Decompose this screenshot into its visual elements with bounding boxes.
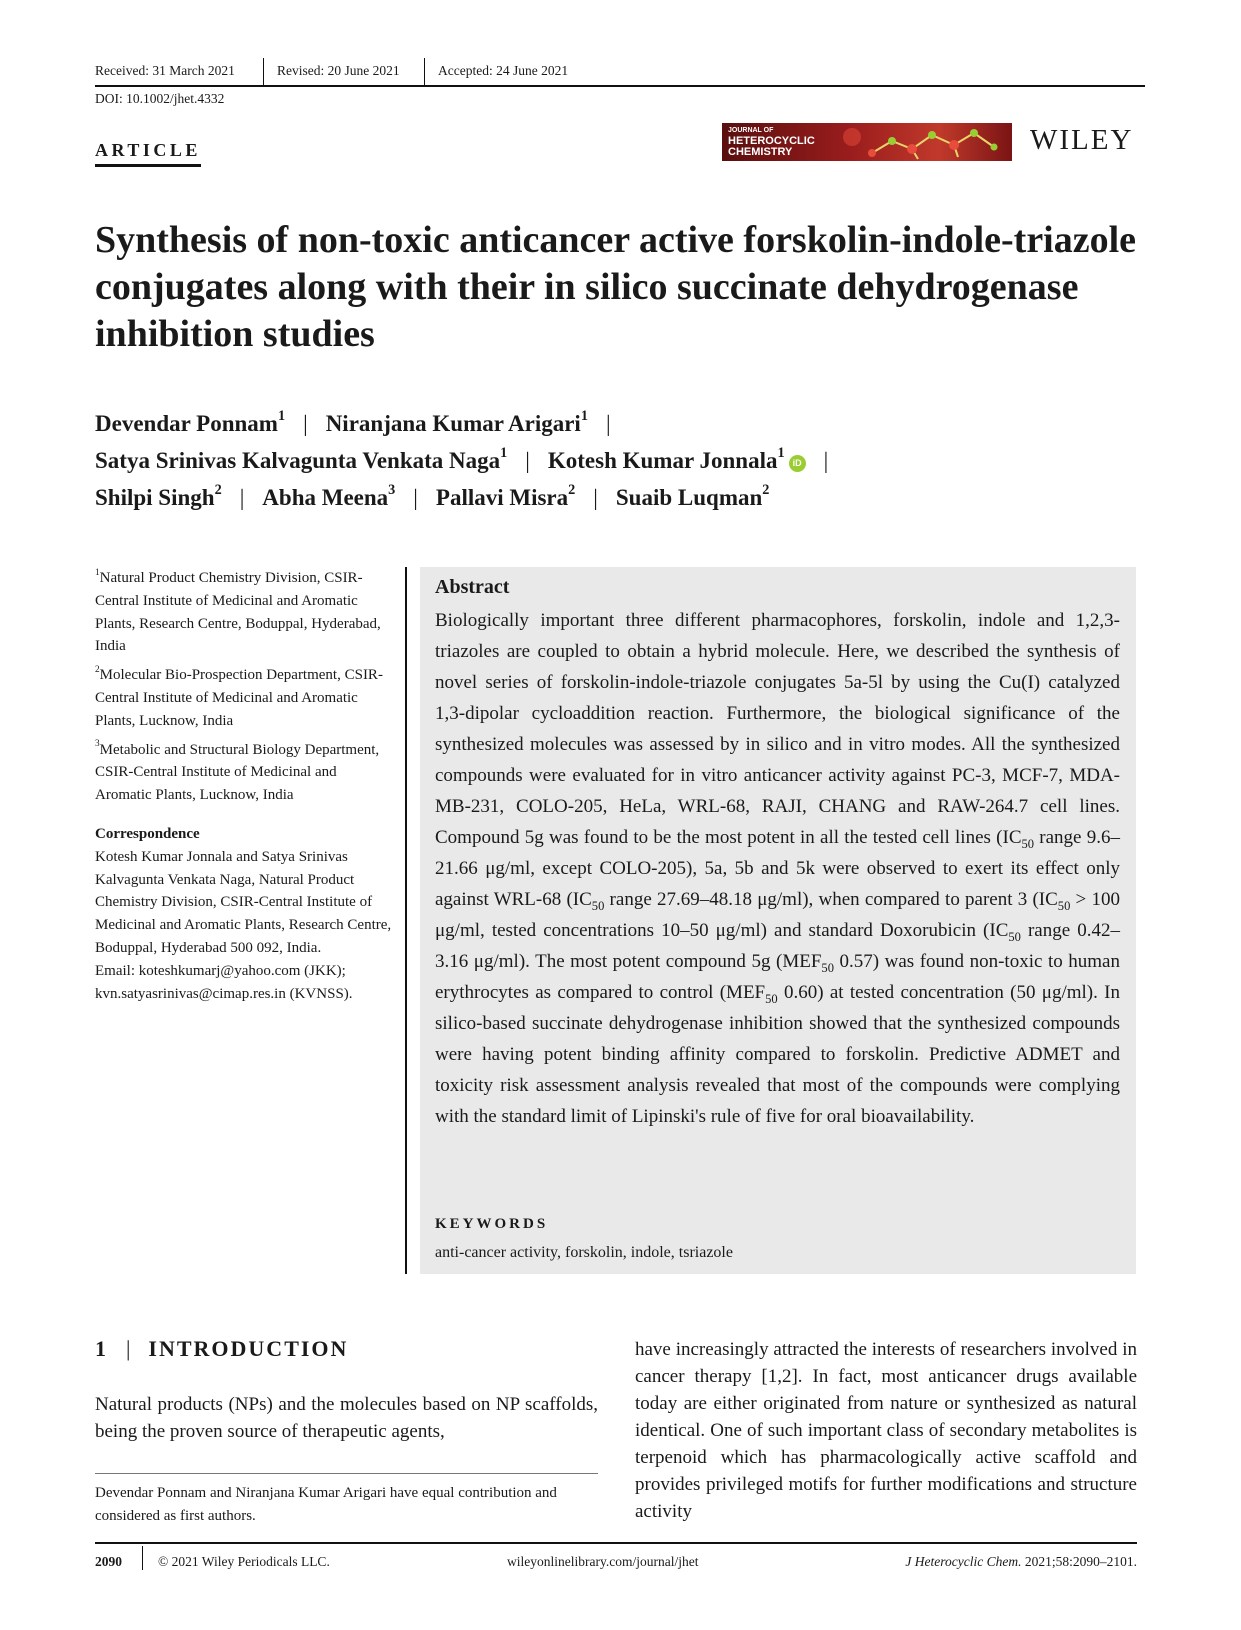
header-dates: [95, 55, 1145, 87]
header-divider: [424, 58, 425, 85]
footer-divider: [95, 1542, 1137, 1544]
intro-text-col2: have increasingly attracted the interests of researchers involved in cancer therapy [1,2]. In fact, most anticancer drugs available today are either originated from nature or synthesized as natural identical. One of such important class of secondary metabolites is terpenoid which has pharmacologically active scaffold and provides privileged motifs for further modifications and structure activity: [635, 1339, 1137, 1522]
author[interactable]: Devendar Ponnam$^1$: [95, 408, 286, 436]
correspondence-email[interactable]: kvn.satyasrinivas@cimap.res.in (KVNSS).: [95, 985, 353, 1002]
author[interactable]: Kotesh Kumar Jonnala$^1$: [547, 445, 785, 473]
page-footer: [95, 1546, 1137, 1576]
footer-separator: [142, 1546, 143, 1570]
copyright: © 2021 Wiley Periodicals LLC.: [158, 1554, 330, 1569]
doi[interactable]: DOI: 10.1002/jhet.4332: [95, 91, 225, 106]
revised-date: Revised: 20 June 2021: [277, 63, 400, 78]
paper-title: Synthesis of non-toxic anticancer active forskolin-indole-triazole conjugates along with their in silico succinate dehydrogenase inhibition studies: [95, 219, 1137, 355]
author[interactable]: Pallavi Misra$^2$: [435, 482, 576, 510]
column-divider: [405, 567, 407, 1274]
abstract-heading: Abstract: [435, 576, 510, 598]
header-divider: [263, 58, 264, 85]
accepted-date: Accepted: 24 June 2021: [438, 63, 569, 78]
correspondence-heading: Correspondence: [95, 825, 200, 842]
keywords: anti-cancer activity, forskolin, indole, tsriazole: [435, 1244, 733, 1261]
author[interactable]: Suaib Luqman$^2$: [615, 482, 770, 510]
orcid-icon[interactable]: iD: [789, 455, 806, 472]
journal-logo: [722, 123, 1012, 161]
journal-logo-text: JOURNAL OF HETEROCYCLIC CHEMISTRY: [728, 127, 815, 158]
correspondence-email[interactable]: Email: koteshkumarj@yahoo.com (JKK);: [95, 962, 346, 979]
correspondence-body: Kotesh Kumar Jonnala and Satya Srinivas Kalvagunta Venkata Naga, Natural Product Chemistry Division, CSIR-Central Institute of Medicinal and Aromatic Plants, Research Centre, Boduppal, Hyderabad 500 092, India.: [95, 848, 392, 956]
affiliation: $^3$Metabolic and Structural Biology Department, CSIR-Central Institute of Medicinal and Aromatic Plants, Lucknow, India: [95, 739, 380, 804]
author[interactable]: Niranjana Kumar Arigari$^1$: [325, 408, 588, 436]
footnote-divider: [95, 1473, 598, 1474]
page-number: 2090: [95, 1554, 122, 1569]
author[interactable]: Satya Srinivas Kalvagunta Venkata Naga$^1$: [95, 445, 508, 473]
publisher-logo: WILEY: [1030, 124, 1134, 156]
author[interactable]: Shilpi Singh$^2$: [95, 482, 222, 510]
article-type-label: ARTICLE: [95, 140, 201, 167]
intro-text-col1: Natural products (NPs) and the molecules based on NP scaffolds, being the proven source of therapeutic agents,: [95, 1394, 598, 1442]
journal-url[interactable]: wileyonlinelibrary.com/journal/jhet: [507, 1554, 699, 1569]
footnote: Devendar Ponnam and Niranjana Kumar Arigari have equal contribution and considered as first authors.: [95, 1485, 557, 1524]
affiliations: [95, 567, 395, 1005]
section-heading: 1 | INTRODUCTION: [95, 1336, 349, 1361]
received-date: Received: 31 March 2021: [95, 63, 235, 78]
affiliation: $^1$Natural Product Chemistry Division, CSIR-Central Institute of Medicinal and Aromatic Plants, Research Centre, Boduppal, Hyderabad, India: [95, 567, 381, 655]
abstract-text: Biologically important three different pharmacophores, forskolin, indole and 1,2,3-triazoles are coupled to obtain a hybrid molecule. Here, we described the synthesis of novel series of forskolin-indole-triazole conjugates 5a-5l by using the Cu(I) catalyzed 1,3-dipolar cycloaddition reaction. Furthermore, the biological significance of the synthesized molecules was assessed by in silico and in vitro modes. All the synthesized compounds were evaluated for in vitro anticancer activity against PC-3, MCF-7, MDA-MB-231, COLO-205, HeLa, WRL-68, RAJI, CHANG and RAW-264.7 cell lines. Compound 5g was found to be the most potent in all the tested cell lines ($IC_{50}$ range 9.6–21.66 μg/ml, except COLO-205), 5a, 5b and 5k were observed to exert its effect only against WRL-68 ($IC_{50}$ range 27.69–48.18 μg/ml), when compared to parent 3 ($IC_{50} > 100$ μg/ml, tested concentrations 10–50 μg/ml) and standard Doxorubicin ($IC_{50}$ range 0.42–3.16 μg/ml). The most potent compound 5g ($MEF_{50}$ 0.57) was found non-toxic to human erythrocytes as compared to control ($MEF_{50}$ 0.60) at tested concentration (50 μg/ml). In silico-based succinate dehydrogenase inhibition showed that the synthesized compounds were having potent binding affinity compared to forskolin. Predictive ADMET and toxicity risk assessment analysis revealed that most of the compounds were complying with the standard limit of Lipinski's rule of five for oral bioavailability.: [435, 610, 1120, 1127]
author[interactable]: Abha Meena$^3$: [262, 482, 396, 510]
affiliation: $^2$Molecular Bio-Prospection Department, CSIR-Central Institute of Medicinal and Aromatic Plants, Lucknow, India: [95, 664, 383, 729]
citation: J Heterocyclic Chem. 2021;58:2090–2101.: [905, 1554, 1137, 1569]
keywords-heading: KEYWORDS: [435, 1216, 549, 1232]
author-list: Devendar Ponnam$^1$ | Niranjana Kumar Arigari$^1$ | Satya Srinivas Kalvagunta Venkata Naga$^1$ | Kotesh Kumar Jonnala$^1$iD | Shilpi Singh$^2$ | Abha Meena$^3$ | Pallavi Misra$^2$ | Suaib Luqman$^2$: [95, 408, 829, 510]
